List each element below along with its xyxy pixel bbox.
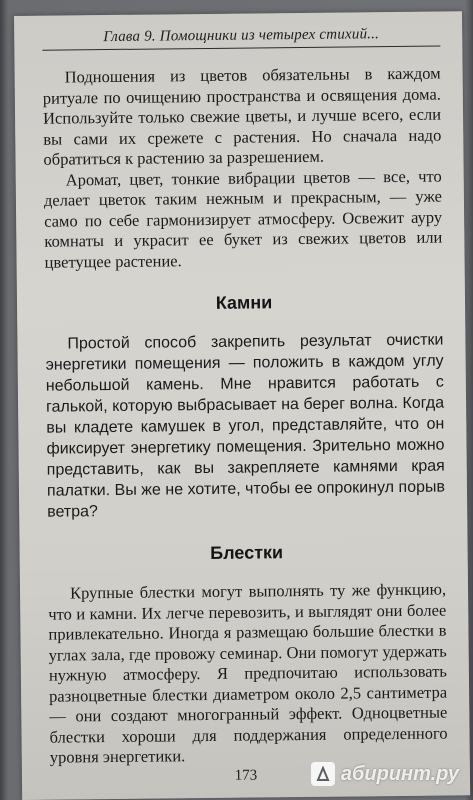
section-heading-sparkles: Блестки xyxy=(210,542,284,563)
labirint-logo-icon xyxy=(311,762,335,786)
paragraph: Аромат, цвет, тонкие вибрации цветов — все, что делает цветок таким нежным и прекрасным, — уже само по себе гармонизирует атмосферу. Освежит ауру комнаты и украсит ее букет из свежих цветов или цветущее растение. xyxy=(43,166,443,272)
section-heading-stones: Камни xyxy=(215,292,273,313)
paragraph: Подношения из цветов обязательны в каждом ритуале по очищению пространства и освящения дома. Используйте только свежие цветы, и лучше всего, если вы сами их срежете с растения. Но сначала надо обратиться к растению за разрешением. xyxy=(42,63,442,169)
book-page xyxy=(14,11,470,800)
watermark-text: абиринт.ру xyxy=(340,762,459,785)
paragraph: Простой способ закрепить результат очистки энергетики помещения — положить в каждом углу небольшой камень. Мне нравится работать с галькой, которую выбрасывает на берег волна. Когда вы кладете камушек в угол, представляйте, что он фиксирует энергетику помещения. Зрительно можно представить, как вы закрепляете камнями края палатки. Вы же не хотите, чтобы ее опрокинул порыв ветра? xyxy=(45,331,446,521)
page-number: 173 xyxy=(234,767,258,784)
page-content xyxy=(43,64,448,769)
running-head: Глава 9. Помощники из четырех стихий... xyxy=(42,26,440,51)
paragraph: Крупные блестки могут выполнять ту же функцию, что и камни. Их легче перевозить, и выглядят они более привлекательно. Иногда я размещаю большие блестки в углах зала, где провожу семинар. Они помогут удержать нужную атмосферу. Я предпочитаю использовать разноцветные блестки диаметром около 2,5 сантиметра — они создают многогранный эффект. Одноцветные блестки хороши для поддержания определенного уровня энергетики. xyxy=(48,579,448,767)
watermark xyxy=(311,762,459,786)
